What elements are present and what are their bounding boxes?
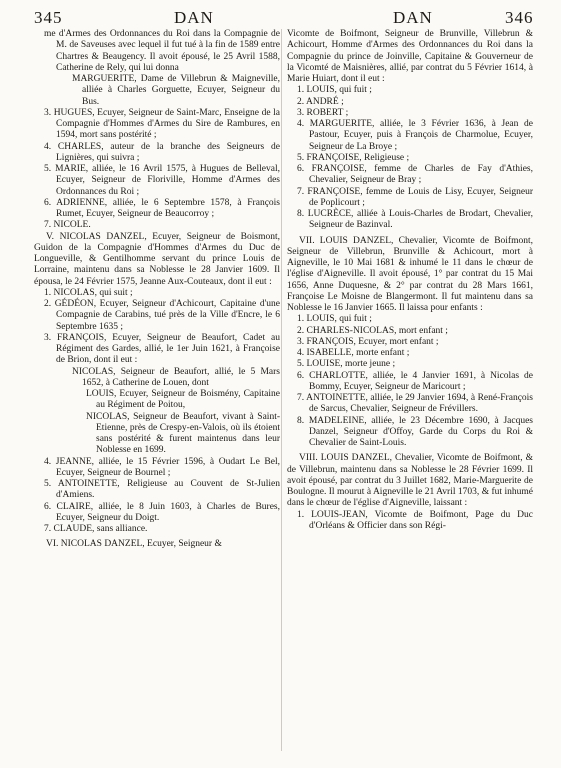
paragraph: 6. CLAIRE, alliée, le 8 Juin 1603, à Charles de Bures, Ecuyer, Seigneur du Doigt. <box>44 501 280 523</box>
paragraph: 4. ISABELLE, morte enfant ; <box>297 348 410 358</box>
right-column <box>287 29 533 532</box>
paragraph: 3. ROBERT ; <box>297 107 349 118</box>
paragraph: 3. FRANÇOIS, Ecuyer, mort enfant ; <box>297 336 439 347</box>
paragraph: 8. MADELEINE, alliée, le 23 Décembre 1690, à Jacques Danzel, Seigneur d'Offoy, Garde du Corps du Roi & Chevalier de Saint-Louis. <box>297 415 533 448</box>
left-column <box>34 29 280 551</box>
paragraph: 5. FRANÇOISE, Religieuse ; <box>297 152 410 163</box>
paragraph: 2. GÉDÉON, Ecuyer, Seigneur d'Achicourt, Capitaine d'une Compagnie de Carabins, tué près de la Ville d'Encre, le 6 Septembre 1635 ; <box>44 299 280 332</box>
paragraph: Vicomte de Boifmont, Seigneur de Brunville, Villebrun & Achicourt, Homme d'Armes des Ordonnances du Roi dans la Compagnie du prince de Joinville, Capitaine & Gouverneur de la Vicomté de Maisnières, allié, par contrat du 5 Février 1614, à Marie Huiart, dont il eut : <box>287 29 533 84</box>
paragraph: 1. NICOLAS, qui suit ; <box>44 287 133 298</box>
paragraph: 5. LOUISE, morte jeune ; <box>297 359 396 370</box>
paragraph: 4. MARGUERITE, alliée, le 3 Février 1636, à Jean de Pastour, Ecuyer, puis à François de Charmolue, Ecuyer, Seigneur de La Broye ; <box>297 119 533 152</box>
left-running-head: DAN <box>174 8 214 27</box>
paragraph: V. NICOLAS DANZEL, Ecuyer, Seigneur de Boismont, Guidon de la Compagnie d'Hommes d'Armes du Duc de Longueville, & Gentilhomme servant du prince Louis de Lorraine, maintenu dans sa Noblesse le 28 Janvier 1609. Il épousa, le 24 Février 1575, Jeanne Aux-Couteaux, dont il eut : <box>34 231 280 287</box>
paragraph: MARGUERITE, Dame de Villebrun & Maigneville, alliée à Charles Gorguette, Ecuyer, Seigneur du Bus. <box>72 74 280 107</box>
paragraph: 7. FRANÇOISE, femme de Louis de Lisy, Ecuyer, Seigneur de Poplicourt ; <box>297 186 533 208</box>
paragraph: 3. FRANÇOIS, Ecuyer, Seigneur de Beaufort, Cadet au Régiment des Gardes, allié, le 1er Juin 1621, à Françoise de Brion, dont il eut : <box>44 332 280 366</box>
paragraph: VII. LOUIS DANZEL, Chevalier, Vicomte de Boifmont, Seigneur de Villebrun, Brunville & Achicourt, mort à Aigneville, le 10 Mai 1681 & inhumé le 11 dans le chœur de l'église d'Aigneville. Il avoit épousé, 1° par contrat du 15 Mai 1656, Anne Duquesne, & 2° par contrat du 28 Mars 1661, Françoise Le Moisne de Blangermont. Il fut maintenu dans sa Noblesse le 16 Janvier 1665. Il laissa pour enfants : <box>287 235 533 313</box>
paragraph: 6. FRANÇOISE, femme de Charles de Fay d'Athies, Chevalier, Seigneur de Bray ; <box>297 164 533 186</box>
paragraph: 1. LOUIS, qui fuit ; <box>297 314 372 325</box>
paragraph: 2. ANDRÉ ; <box>297 96 344 107</box>
paragraph: VI. NICOLAS DANZEL, Ecuyer, Seigneur & <box>46 539 222 550</box>
paragraph: 4. JEANNE, alliée, le 15 Février 1596, à Oudart Le Bel, Ecuyer, Seigneur de Bournel ; <box>44 456 280 478</box>
paragraph: 3. HUGUES, Ecuyer, Seigneur de Saint-Marc, Enseigne de la Compagnie d'Hommes d'Armes du Sire de Rambures, en 1594, mort sans postérité ; <box>44 107 280 141</box>
paragraph: 6. ADRIENNE, alliée, le 6 Septembre 1578, à François Rumet, Ecuyer, Seigneur de Beaucorroy ; <box>44 197 280 219</box>
paragraph: 8. LUCRÈCE, alliée à Louis-Charles de Brodart, Chevalier, Seigneur de Bazinval. <box>297 209 533 231</box>
paragraph: 1. LOUIS, qui fuit ; <box>297 85 372 96</box>
paragraph: 2. CHARLES-NICOLAS, mort enfant ; <box>297 325 448 336</box>
paragraph: NICOLAS, Seigneur de Beaufort, allié, le 5 Mars 1652, à Catherine de Louen, dont <box>72 366 280 388</box>
paragraph: LOUIS, Ecuyer, Seigneur de Boismény, Capitaine au Régiment de Poitou, <box>86 389 280 411</box>
paragraph: 7. ANTOINETTE, alliée, le 29 Janvier 1694, à René-François de Sarcus, Chevalier, Seigneur de Frévillers. <box>297 393 533 415</box>
paragraph: NICOLAS, Seigneur de Beaufort, vivant à Saint-Etienne, près de Crespy-en-Valois, où ils étoient sans postérité & furent maintenus dans leur Noblesse en 1699. <box>86 411 280 456</box>
paragraph: 7. NICOLE. <box>44 220 91 231</box>
paragraph: me d'Armes des Ordonnances du Roi dans la Compagnie de M. de Saveuses avec lequel il fut tué à la fin de 1589 entre Chartres & Beaugency. Il avoit épousé, le 25 Avril 1588, Catherine de Rely, qui lui donna <box>44 29 280 73</box>
paragraph: VIII. LOUIS DANZEL, Chevalier, Vicomte de Boifmont, & de Villebrun, maintenu dans sa Noblesse le 28 Février 1699. Il avoit épousé, par contrat du 3 Juillet 1682, Marie-Marguerite de Boulogne. Il mourut à Aigneville le 21 Avril 1703, & fut inhumé dans le chœur de l'église d'Aigneville, laissant : <box>287 453 533 509</box>
paragraph: 4. CHARLES, auteur de la branche des Seigneurs de Lignières, qui suivra ; <box>44 141 280 163</box>
paragraph: 1. LOUIS-JEAN, Vicomte de Boifmont, Page du Duc d'Orléans & Officier dans son Régi- <box>297 509 533 531</box>
paragraph: 5. ANTOINETTE, Religieuse au Couvent de St-Julien d'Amiens. <box>44 479 280 501</box>
right-running-head: DAN <box>393 8 433 27</box>
paragraph: 5. MARIE, alliée, le 16 Avril 1575, à Hugues de Belleval, Ecuyer, Seigneur de Floriville, Homme d'Armes des Ordonnances du Roi ; <box>44 164 280 197</box>
left-page-number: 345 <box>34 8 63 27</box>
paragraph: 7. CLAUDE, sans alliance. <box>44 524 148 534</box>
paragraph: 6. CHARLOTTE, alliée, le 4 Janvier 1691, à Nicolas de Bommy, Ecuyer, Seigneur de Maricourt ; <box>297 370 533 392</box>
column-divider <box>281 29 282 751</box>
right-page-number: 346 <box>505 8 534 27</box>
